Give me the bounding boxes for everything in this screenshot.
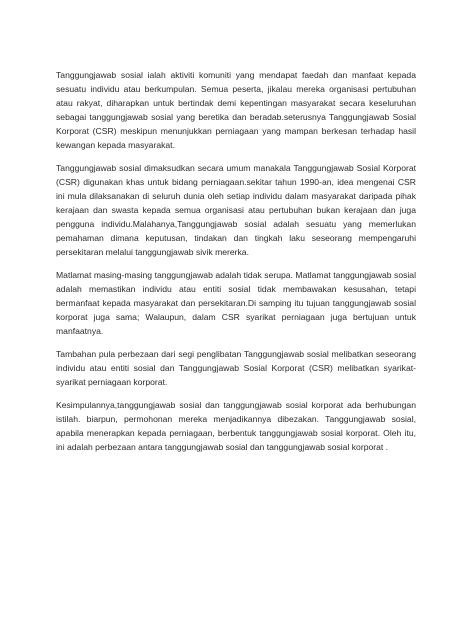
paragraph-1: Tanggungjawab sosial ialah aktiviti komuniti yang mendapat faedah dan manfaat kepada sesuatu individu atau berkumpulan. Semua peserta, jikalau mereka organisasi pertubuhan atau rakyat, diharapkan untuk bertindak demi kepentingan masyarakat secara keseluruhan sebagai tanggungjawab sosial yang beretika dan beradab.seterusnya Tanggungjawab Sosial Korporat (CSR) meskipun menunjukkan perniagaan yang mampan berkesan terhadap hasil kewangan kepada masyarakat. — [56, 70, 416, 150]
paragraph-5: Kesimpulannya,tanggungjawab sosial dan tanggungjawab sosial korporat ada berhubungan istilah. biarpun, permohonan mereka menjadikannya dibezakan. Tanggungjawab sosial, apabila menerapkan kepada perniagaan, berbentuk tanggungjawab sosial korporat. Oleh itu, ini adalah perbezaan antara tanggungjawab sosial dan tanggungjawab sosial korporat . — [56, 400, 416, 452]
document-body — [56, 68, 416, 463]
paragraph-2: Tanggungjawab sosial dimaksudkan secara umum manakala Tanggungjawab Sosial Korporat (CSR) digunakan khas untuk bidang perniagaan.sekitar tahun 1990-an, idea mengenai CSR ini mula dilaksanakan di seluruh dunia oleh setiap individu dalam masyarakat daripada pihak kerajaan dan swasta kepada semua organisasi atau pertubuhan bukan kerajaan dan juga pengguna individu.Malahanya,Tanggungjawab sosial adalah sesuatu yang memerlukan pemahaman dimana keputusan, tindakan dan tingkah laku seseorang mempengaruhi persekitaran melalui tanggungjawab sivik mererka. — [56, 163, 416, 257]
paragraph-4: Tambahan pula perbezaan dari segi penglibatan Tanggungjawab sosial melibatkan seseorang individu atau entiti sosial dan Tanggungjawab Sosial Korporat (CSR) melibatkan syarikat-syarikat perniagaan korporat. — [56, 349, 416, 387]
paragraph-3: Matlamat masing-masing tanggungjawab adalah tidak serupa. Matlamat tanggungjawab sosial adalah memastikan individu atau entiti sosial tidak membawakan kesusahan, tetapi bermanfaat kepada masyarakat dan persekitaran.Di samping itu tujuan tanggungjawab sosial korporat juga sama; Walaupun, dalam CSR syarikat perniagaan juga bertujuan untuk manfaatnya. — [56, 270, 416, 336]
